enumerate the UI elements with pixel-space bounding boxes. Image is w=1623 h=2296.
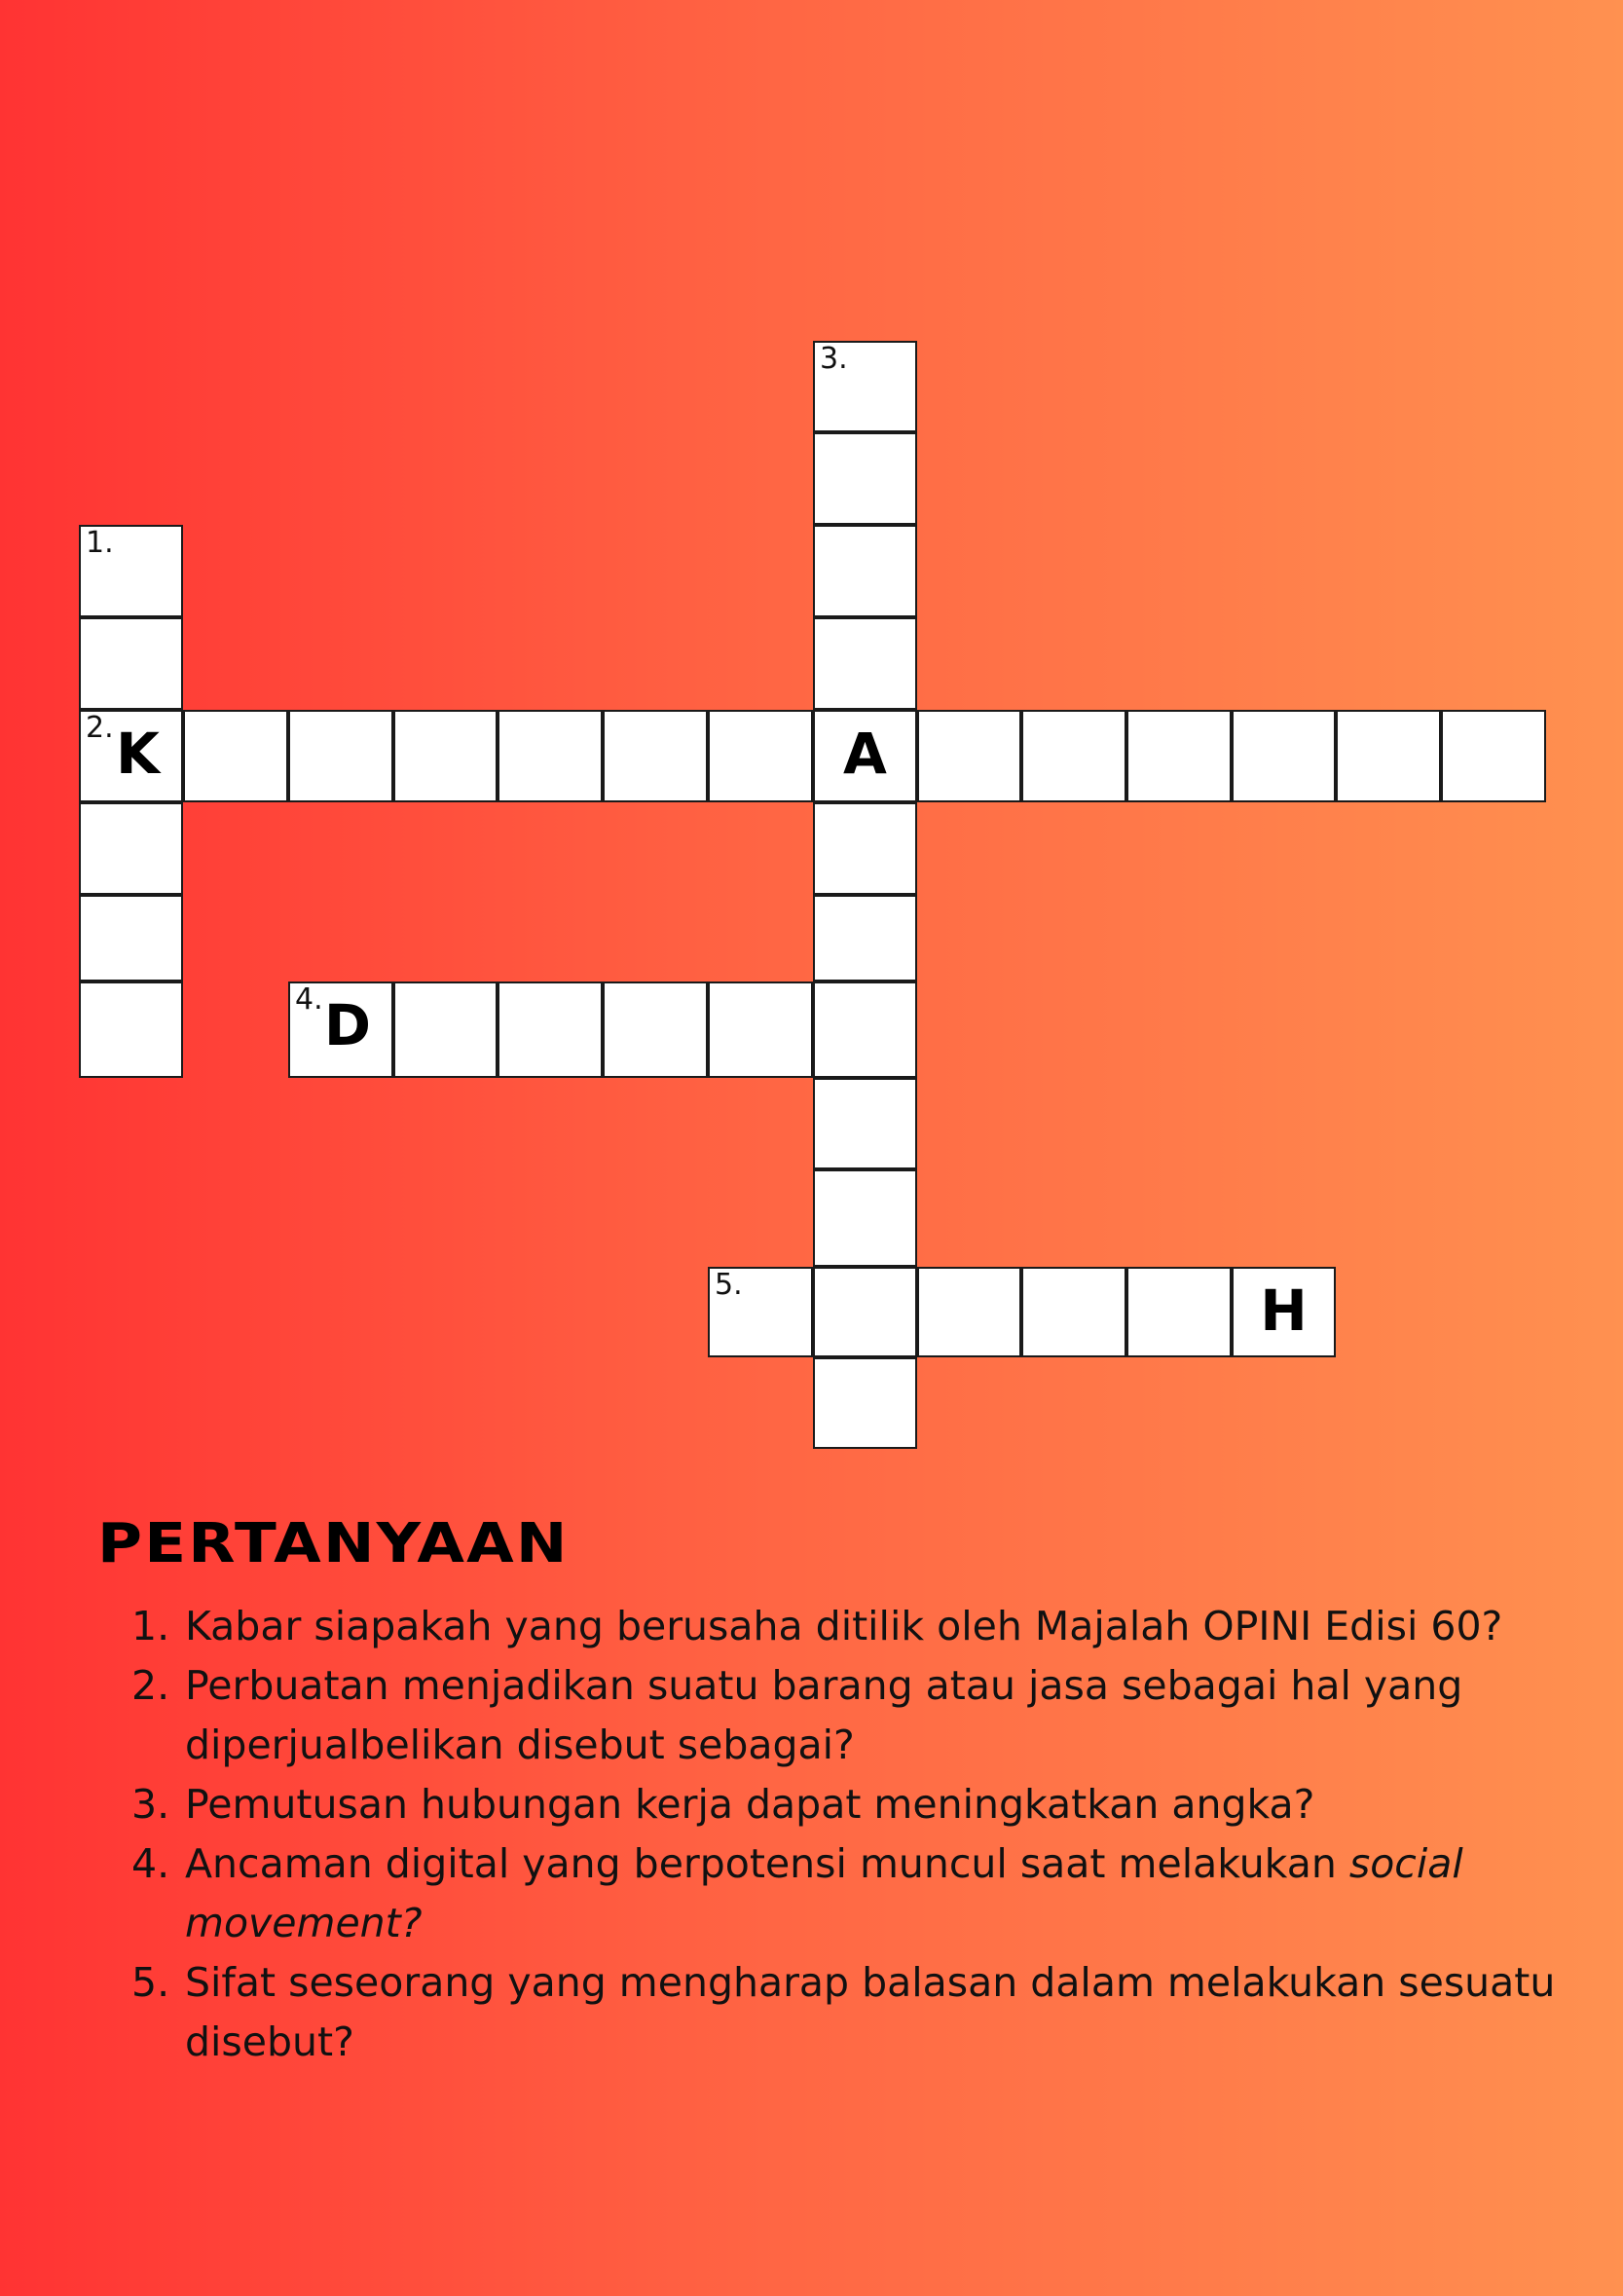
question-2 [131,1656,1572,1775]
crossword-cell[interactable] [813,895,917,981]
given-letter: H [1260,1278,1308,1344]
crossword-cell[interactable] [813,710,917,802]
question-text: Pemutusan hubungan kerja dapat meningkatkan angka? [185,1781,1315,1828]
given-letter: K [116,721,160,787]
question-number: 1. [131,1603,170,1649]
crossword-cell[interactable] [393,710,498,802]
crossword-cell[interactable] [1232,1267,1336,1357]
crossword-cell[interactable] [1441,710,1546,802]
crossword-cell[interactable] [813,802,917,895]
crossword-cell[interactable] [1021,710,1126,802]
given-letter: A [843,721,887,787]
question-number: 3. [131,1781,170,1828]
crossword-cell[interactable] [813,525,917,617]
crossword-cell[interactable] [498,981,603,1078]
crossword-cell[interactable] [79,895,183,981]
clue-number: 4. [295,982,323,1017]
crossword-cell[interactable] [813,1169,917,1267]
crossword-cell[interactable] [813,1357,917,1449]
crossword-cell[interactable] [79,802,183,895]
question-text: Perbuatan menjadikan suatu barang atau jasa sebagai hal yang diperjualbelikan disebut sebagai? [185,1662,1463,1768]
crossword-cell[interactable] [813,1078,917,1169]
question-5 [131,1953,1572,2072]
question-4 [131,1834,1572,1953]
crossword-cell[interactable] [603,710,708,802]
crossword-cell[interactable] [1336,710,1441,802]
question-text-plain: Ancaman digital yang berpotensi muncul saat melakukan [185,1840,1349,1887]
clue-number: 1. [86,526,114,560]
question-text-italic: social movement? [185,1840,1463,1946]
clue-number: 3. [820,342,848,376]
crossword-cell[interactable] [708,710,813,802]
crossword-cell[interactable] [917,710,1021,802]
crossword-cell[interactable] [813,617,917,710]
clue-number: 5. [715,1268,743,1302]
crossword-cell[interactable] [288,710,393,802]
crossword-cell[interactable] [603,981,708,1078]
crossword-cell[interactable] [813,981,917,1078]
question-number: 2. [131,1662,170,1709]
crossword-cell[interactable] [79,710,183,802]
crossword-cell[interactable] [1126,710,1232,802]
crossword-cell[interactable] [1232,710,1336,802]
crossword-cell[interactable] [813,341,917,432]
crossword-cell[interactable] [917,1267,1021,1357]
given-letter: D [323,992,372,1058]
crossword-cell[interactable] [79,617,183,710]
question-text: Kabar siapakah yang berusaha ditilik oleh Majalah OPINI Edisi 60? [185,1603,1503,1649]
question-1 [131,1597,1572,1656]
clue-number: 2. [86,711,114,745]
questions-title: PERTANYAAN [97,1512,570,1575]
crossword-cell[interactable] [288,981,393,1078]
crossword-cell[interactable] [1126,1267,1232,1357]
question-number: 4. [131,1840,170,1887]
crossword-cell[interactable] [708,981,813,1078]
question-number: 5. [131,1959,170,2006]
question-3 [131,1775,1572,1834]
crossword-cell[interactable] [393,981,498,1078]
questions-list [131,1597,1572,2072]
question-text [185,1834,1572,1953]
crossword-cell[interactable] [79,981,183,1078]
question-text: Sifat seseorang yang mengharap balasan dalam melakukan sesuatu disebut? [185,1959,1556,2065]
crossword-cell[interactable] [813,432,917,525]
crossword-cell[interactable] [183,710,288,802]
crossword-cell[interactable] [79,525,183,617]
crossword-cell[interactable] [813,1267,917,1357]
crossword-cell[interactable] [1021,1267,1126,1357]
crossword-cell[interactable] [708,1267,813,1357]
crossword-cell[interactable] [498,710,603,802]
